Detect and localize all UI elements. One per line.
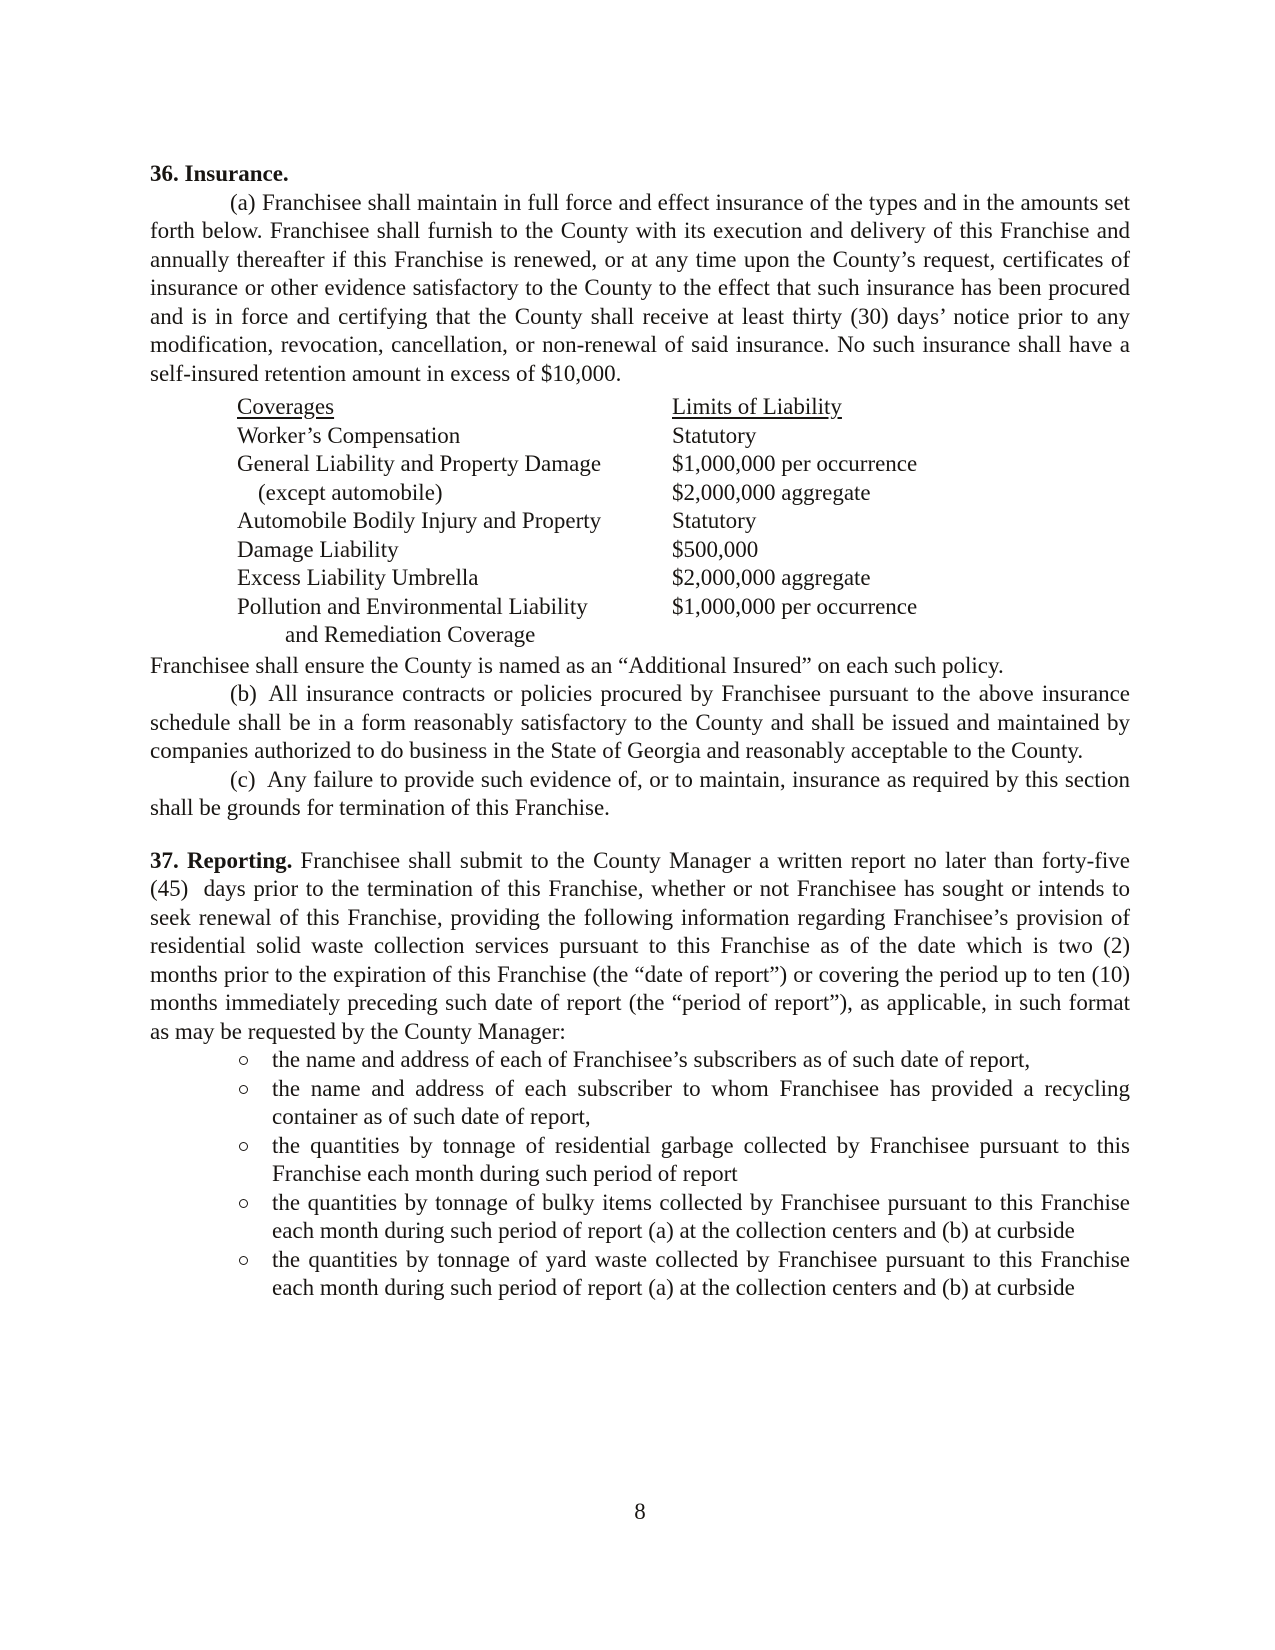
coverage-name: (except automobile): [258, 479, 443, 505]
coverage-row: [237, 479, 1130, 508]
coverage-limit: Statutory: [672, 422, 757, 448]
coverage-limit: $1,000,000 per occurrence: [672, 451, 918, 476]
paragraph-36c-label: (c): [230, 766, 256, 792]
section-reporting: [150, 847, 1130, 1303]
list-item-text: the name and address of each of Franchisee’s subscribers as of such date of report,: [272, 1047, 1031, 1072]
section-36-heading: 36. Insurance.: [150, 161, 289, 186]
coverage-limit: $1,000,000 per occurrence: [672, 593, 918, 619]
coverage-limit: [672, 621, 1130, 650]
coverages-column-header: Coverages: [237, 394, 335, 419]
paragraph-36b-label: (b): [230, 681, 257, 706]
coverage-row: [237, 507, 1130, 536]
list-item: [150, 1075, 1130, 1132]
page-number: 8: [634, 1499, 646, 1524]
section-insurance: [150, 160, 1130, 823]
coverage-name: Pollution and Environmental Liability: [237, 593, 588, 619]
coverage-name: General Liability and Property Damage: [237, 451, 602, 476]
coverage-name: Automobile Bodily Injury and Property: [237, 508, 602, 533]
limits-column-header: Limits of Liability: [672, 394, 842, 419]
coverage-limit: $500,000: [672, 536, 759, 562]
list-item: [150, 1132, 1130, 1189]
coverage-row: [237, 593, 1130, 622]
list-item: [150, 1046, 1130, 1075]
circle-bullet-icon: [239, 1256, 248, 1265]
paragraph-36b: [150, 680, 1130, 766]
list-item-text: the quantities by tonnage of yard waste collected by Franchisee pursuant to this Franchise each month during such period of report (a) at the collection centers and (b) at curbside: [272, 1246, 1130, 1300]
paragraph-36b-text: All insurance contracts or policies procured by Franchisee pursuant to the above insurance schedule shall be in a form reasonably satisfactory to the County and shall be issued and maintained by companies authorized to do business in the State of Georgia and reasonably acceptable to the County.: [150, 681, 1130, 763]
paragraph-36a-label: (a): [230, 189, 256, 215]
paragraph-37-text: Franchisee shall submit to the County Manager a written report no later than forty-five (45) days prior to the termination of this Franchise, whether or not Franchisee has sought or intends to seek renewal of this Franchise, providing the following information regarding Franchisee’s provision of residential solid waste collection services pursuant to this Franchise as of the date which is two (2) months prior to the expiration of this Franchise (the “date of report”) or covering the period up to ten (10) months immediately preceding such date of report (the “period of report”), as applicable, in such format as may be requested by the County Manager:: [150, 847, 1130, 1044]
paragraph-36a: [150, 189, 1130, 389]
additional-insured-note: Franchisee shall ensure the County is named as an “Additional Insured” on each such policy.: [150, 652, 1004, 678]
coverage-name: Excess Liability Umbrella: [237, 565, 479, 590]
list-item-text: the name and address of each subscriber to whom Franchisee has provided a recycling container as of such date of report,: [272, 1075, 1130, 1129]
paragraph-37: [150, 847, 1130, 1047]
coverage-name: Damage Liability: [237, 536, 399, 562]
list-item: [150, 1189, 1130, 1246]
circle-bullet-icon: [239, 1199, 248, 1208]
coverage-name: and Remediation Coverage: [285, 622, 536, 647]
paragraph-36c-text: Any failure to provide such evidence of, or to maintain, insurance as required by this section shall be grounds for termination of this Franchise.: [150, 766, 1130, 820]
paragraph-36a-text: Franchisee shall maintain in full force and effect insurance of the types and in the amounts set forth below. Franchisee shall furnish to the County with its execution and delivery of this Franchise and annually thereafter if this Franchise is renewed, or at any time upon the County’s request, certificates of insurance or other evidence satisfactory to the County to the effect that such insurance has been procured and is in force and certifying that the County shall receive at least thirty (30) days’ notice prior to any modification, revocation, cancellation, or non-renewal of said insurance. No such insurance shall have a self-insured retention amount in excess of $10,000.: [150, 189, 1130, 386]
coverage-limit: Statutory: [672, 508, 757, 533]
coverage-table: [237, 393, 1130, 650]
coverage-row: [237, 450, 1130, 479]
section-37-heading: 37. Reporting.: [150, 847, 293, 873]
paragraph-36c: [150, 766, 1130, 823]
list-item-text: the quantities by tonnage of bulky items collected by Franchisee pursuant to this Franchise each month during such period of report (a) at the collection centers and (b) at curbside: [272, 1189, 1130, 1243]
list-item: [150, 1246, 1130, 1303]
coverage-row: [237, 536, 1130, 565]
document-content: [150, 160, 1130, 1303]
coverage-table-header-row: [237, 393, 1130, 422]
circle-bullet-icon: [239, 1085, 248, 1094]
coverage-limit: $2,000,000 aggregate: [672, 479, 871, 505]
circle-bullet-icon: [239, 1142, 248, 1151]
coverage-limit: $2,000,000 aggregate: [672, 565, 871, 590]
coverage-row: [237, 422, 1130, 451]
coverage-row: [237, 564, 1130, 593]
coverage-row: [237, 621, 1130, 650]
report-items-list: [150, 1046, 1130, 1303]
circle-bullet-icon: [239, 1056, 248, 1065]
list-item-text: the quantities by tonnage of residential garbage collected by Franchisee pursuant to this Franchise each month during such period of report: [272, 1132, 1130, 1186]
coverage-name: Worker’s Compensation: [237, 422, 461, 448]
